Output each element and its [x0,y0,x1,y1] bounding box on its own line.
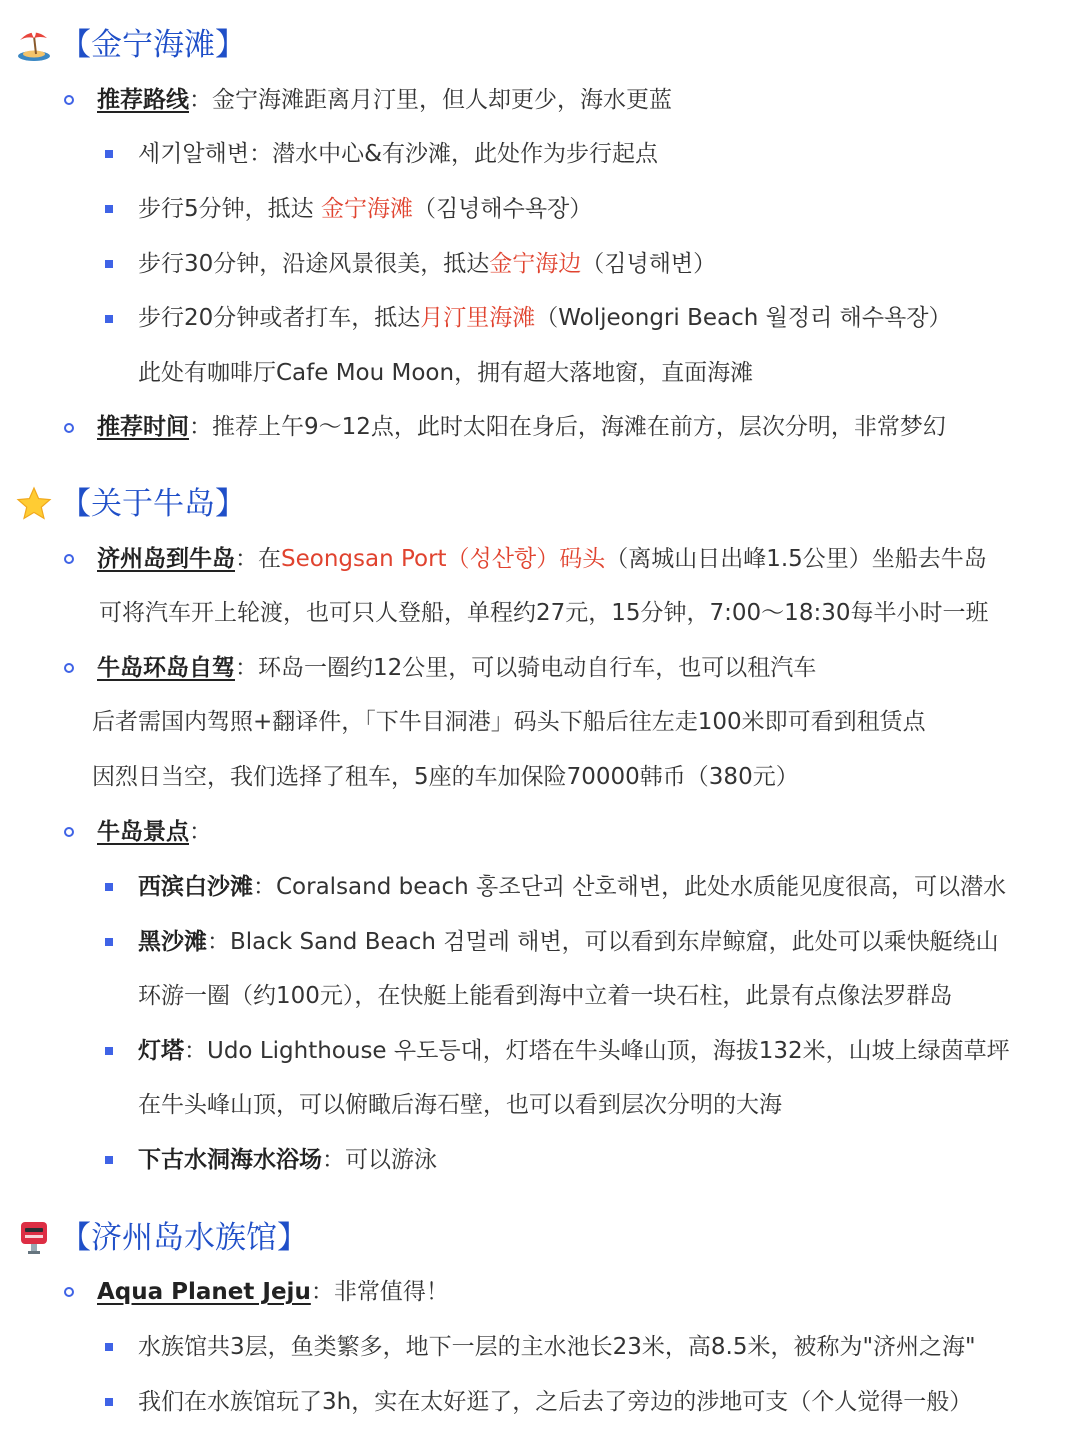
section-title-udo: 【关于牛岛】 [60,486,246,522]
list-item [97,543,987,575]
item-text: ：可以游泳 [322,1147,437,1173]
bullet-circle [64,1287,74,1297]
list-item [138,302,951,334]
list-item: 세기알해변：潜水中心&有沙滩，此处作为步行起点 [138,141,659,167]
list-item-continuation: 环游一圈（约100元），在快艇上能看到海中立着一块石柱，此景有点像法罗群岛 [138,983,953,1009]
bullet-square [105,260,113,268]
list-item-continuation: 此处有咖啡厅Cafe Mou Moon，拥有超大落地窗，直面海滩 [138,360,754,386]
star-icon [16,486,52,522]
item-text: （김녕해변） [581,251,717,277]
list-item [138,1035,1010,1067]
item-text: （김녕해수욕장） [412,196,593,222]
item-key: 牛岛环岛自驾 [97,655,235,681]
list-item [138,926,999,958]
list-item [97,411,946,443]
item-key: 下古水洞海水浴场 [138,1147,322,1173]
highlight-text: Seongsan Port（성산항）码头 [281,546,606,572]
list-item-continuation: 可将汽车开上轮渡，也可只人登船，单程约27元，15分钟，7:00～18:30每半小时一班 [99,600,989,626]
item-text: 步行5分钟，抵达 [138,196,321,222]
item-key: 黑沙滩 [138,929,207,955]
list-item-continuation: 后者需国内驾照+翻译件，「下牛目洞港」码头下船后往左走100米即可看到租赁点 [92,709,926,735]
list-item [138,248,716,280]
highlight-text: 月汀里海滩 [420,305,536,331]
bullet-circle [64,423,74,433]
item-text: ：Udo Lighthouse 우도등대，灯塔在牛头峰山顶，海拔132米，山坡上绿茵草坪 [184,1038,1010,1064]
list-item [138,1144,437,1176]
bullet-square [105,1156,113,1164]
list-item: 水族馆共3层，鱼类繁多，地下一层的主水池长23米，高8.5米，被称为"济州之海" [138,1334,976,1360]
list-item-continuation: 因烈日当空，我们选择了租车，5座的车加保险70000韩币（380元） [92,764,799,790]
item-text: 步行30分钟，沿途风景很美，抵达 [138,251,490,277]
bullet-circle [64,663,74,673]
bullet-square [105,205,113,213]
item-key: 牛岛景点 [97,819,189,845]
beach-umbrella-icon [16,26,52,62]
item-text: ：非常值得！ [310,1279,449,1305]
list-item [138,871,1006,903]
bullet-circle [64,95,74,105]
item-key: 西滨白沙滩 [138,874,253,900]
list-item [97,652,816,684]
item-key: 灯塔 [138,1038,184,1064]
item-key: Aqua Planet Jeju [97,1279,311,1305]
bullet-square [105,1343,113,1351]
bullet-square [105,315,113,323]
list-item [97,84,672,116]
item-key: 推荐时间 [97,414,189,440]
bullet-square [105,1047,113,1055]
section-title-aquarium: 【济州岛水族馆】 [60,1220,308,1256]
bullet-square [105,1398,113,1406]
item-text: ：在 [235,546,281,572]
bullet-square [105,150,113,158]
item-text: ：Coralsand beach 홍조단괴 산호해변，此处水质能见度很高，可以潜水 [253,874,1007,900]
list-item: 我们在水族馆玩了3h，实在太好逛了，之后去了旁边的涉地可支（个人觉得一般） [138,1389,973,1415]
bullet-circle [64,827,74,837]
bullet-circle [64,554,74,564]
list-item [97,816,212,848]
item-text: ：金宁海滩距离月汀里，但人却更少，海水更蓝 [189,87,672,113]
item-text: （离城山日出峰1.5公里）坐船去牛岛 [605,546,987,572]
item-text: ：Black Sand Beach 검멀레 해변，可以看到东岸鲸窟，此处可以乘快艇绕山 [207,929,999,955]
item-key: 济州岛到牛岛 [97,546,235,572]
item-text: ：推荐上午9～12点，此时太阳在身后，海滩在前方，层次分明，非常梦幻 [189,414,946,440]
bullet-square [105,938,113,946]
list-item-continuation: 在牛头峰山顶，可以俯瞰后海石壁，也可以看到层次分明的大海 [138,1092,782,1118]
item-key: 推荐路线 [97,87,189,113]
item-text: 步行20分钟或者打车，抵达 [138,305,421,331]
item-text: ：环岛一圈约12公里，可以骑电动自行车，也可以租汽车 [235,655,817,681]
item-text: ： [189,819,212,845]
highlight-text: 金宁海滩 [320,196,413,222]
bullet-square [105,883,113,891]
highlight-text: 金宁海边 [489,251,582,277]
list-item [138,193,592,225]
list-item [97,1276,449,1308]
item-text: （Woljeongri Beach 월정리 해수욕장） [535,305,952,331]
postbox-icon [16,1219,52,1255]
section-title-jinning-beach: 【金宁海滩】 [60,27,246,63]
